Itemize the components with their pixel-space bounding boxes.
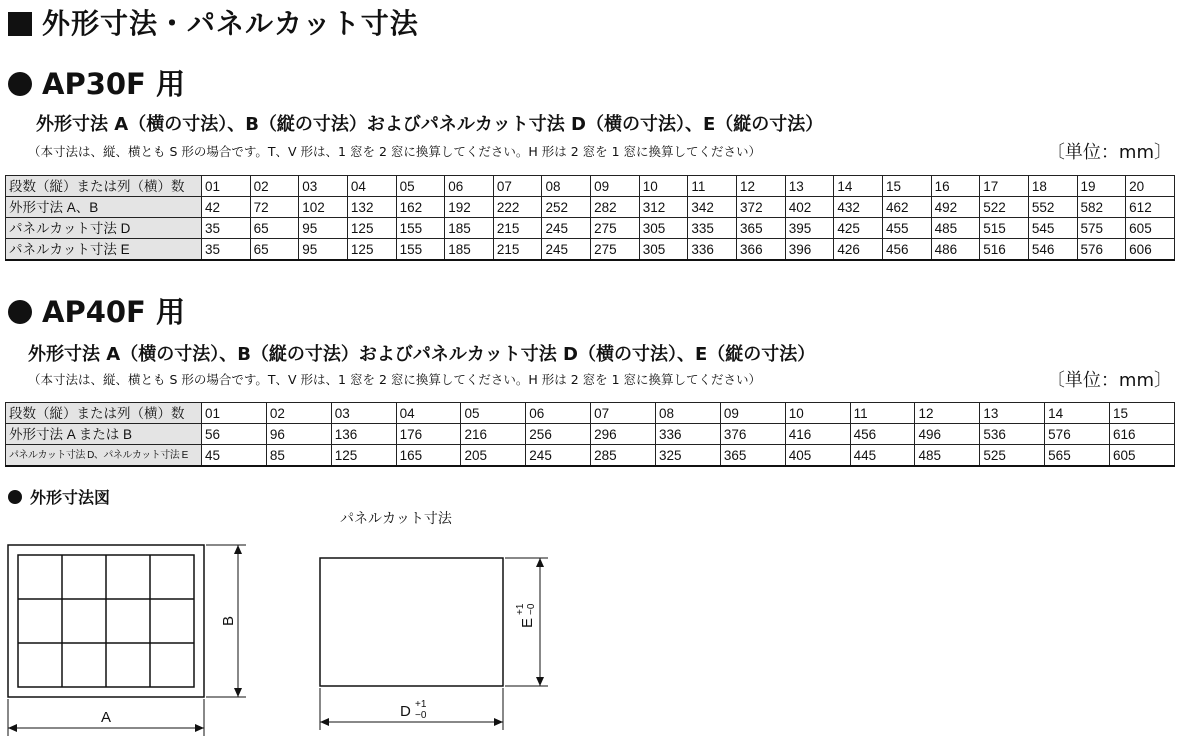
table-row [6, 445, 1175, 467]
table-cell: 245 [542, 239, 591, 261]
label-d: D [400, 703, 411, 720]
table-cell: 376 [720, 424, 785, 445]
table-row [6, 403, 1175, 424]
table-cell: 15 [882, 176, 931, 197]
table-cell: 04 [396, 403, 461, 424]
table-cell: 35 [202, 218, 251, 239]
table-cell: 56 [202, 424, 267, 445]
table-cell: 20 [1126, 176, 1175, 197]
table-cell: 07 [591, 403, 656, 424]
table-cell: 185 [445, 218, 494, 239]
table-cell: 65 [250, 239, 299, 261]
table-cell: 335 [688, 218, 737, 239]
table-row [6, 218, 1175, 239]
table-cell: 192 [445, 197, 494, 218]
table-cell: 486 [931, 239, 980, 261]
panel-cut-caption: パネルカット寸法 [340, 511, 452, 527]
table-cell: 456 [850, 424, 915, 445]
table-cell: 365 [720, 445, 785, 467]
table-cell: 18 [1028, 176, 1077, 197]
table-cell: 515 [980, 218, 1029, 239]
table-cell: 06 [445, 176, 494, 197]
table-cell: 462 [882, 197, 931, 218]
table-cell: 296 [591, 424, 656, 445]
table-cell: 576 [1077, 239, 1126, 261]
table-cell: 09 [591, 176, 640, 197]
ap30-table [5, 175, 1175, 261]
table-cell: 575 [1077, 218, 1126, 239]
table-cell: 245 [542, 218, 591, 239]
table-cell: 396 [785, 239, 834, 261]
table-cell: 485 [931, 218, 980, 239]
table-cell: 492 [931, 197, 980, 218]
table-cell: 612 [1126, 197, 1175, 218]
table-cell: 372 [737, 197, 786, 218]
table-cell: 125 [347, 218, 396, 239]
table-cell: 08 [542, 176, 591, 197]
table-cell: 205 [461, 445, 526, 467]
table-cell: 35 [202, 239, 251, 261]
table-cell: 522 [980, 197, 1029, 218]
table-cell: 102 [299, 197, 348, 218]
arrow-right-icon [494, 718, 503, 726]
arrow-right-icon [195, 724, 204, 732]
panel-cut-outline [320, 558, 503, 686]
table-cell: 05 [461, 403, 526, 424]
arrow-up-icon [536, 558, 544, 567]
table-cell: 305 [639, 218, 688, 239]
ap30-note: （本寸法は、縦、横とも S 形の場合です。T、V 形は、1 窓を 2 窓に換算してください。H 形は 2 窓を 1 窓に換算してください） [28, 144, 762, 159]
row-label: パネルカット寸法 D、パネルカット寸法 E [6, 445, 202, 467]
ap40-heading: AP40F 用 [8, 290, 185, 331]
table-cell: 11 [688, 176, 737, 197]
table-cell: 496 [915, 424, 980, 445]
table-cell: 65 [250, 218, 299, 239]
table-cell: 95 [299, 218, 348, 239]
table-cell: 162 [396, 197, 445, 218]
dimension-drawing [0, 530, 600, 740]
ap40-note: （本寸法は、縦、横とも S 形の場合です。T、V 形は、1 窓を 2 窓に換算してください。H 形は 2 窓を 1 窓に換算してください） [28, 372, 762, 387]
arrow-up-icon [234, 545, 242, 554]
table-cell: 11 [850, 403, 915, 424]
table-cell: 72 [250, 197, 299, 218]
arrow-down-icon [536, 677, 544, 686]
table-cell: 185 [445, 239, 494, 261]
tolerance-minus: −0 [415, 710, 427, 721]
ap30-heading: AP30F 用 [8, 62, 185, 103]
table-cell: 366 [737, 239, 786, 261]
table-cell: 282 [591, 197, 640, 218]
table-cell: 96 [266, 424, 331, 445]
table-cell: 516 [980, 239, 1029, 261]
table-cell: 10 [639, 176, 688, 197]
table-cell: 45 [202, 445, 267, 467]
bullet-icon [8, 300, 32, 324]
bullet-icon [8, 72, 32, 96]
square-bullet-icon [8, 12, 32, 36]
table-cell: 06 [526, 403, 591, 424]
row-label: 段数（縦）または列（横）数 [6, 403, 202, 424]
table-cell: 16 [931, 176, 980, 197]
table-cell: 155 [396, 218, 445, 239]
table-cell: 215 [493, 239, 542, 261]
tolerance-plus: +1 [415, 699, 427, 710]
table-cell: 132 [347, 197, 396, 218]
label-b: B [220, 615, 237, 627]
table-cell: 05 [396, 176, 445, 197]
ap30-unit: 〔単位：mm〕 [1046, 142, 1172, 163]
row-label: 外形寸法 A、B [6, 197, 202, 218]
table-cell: 07 [493, 176, 542, 197]
table-cell: 275 [591, 239, 640, 261]
table-cell: 342 [688, 197, 737, 218]
row-label: パネルカット寸法 E [6, 239, 202, 261]
arrow-left-icon [320, 718, 329, 726]
table-cell: 305 [639, 239, 688, 261]
table-cell: 155 [396, 239, 445, 261]
tolerance-plus: +1 [515, 603, 526, 615]
arrow-left-icon [8, 724, 17, 732]
table-cell: 125 [347, 239, 396, 261]
label-e: E [519, 617, 536, 628]
table-cell: 395 [785, 218, 834, 239]
table-cell: 13 [785, 176, 834, 197]
table-cell: 426 [834, 239, 883, 261]
table-cell: 336 [656, 424, 721, 445]
table-cell: 605 [1110, 445, 1175, 467]
table-row [6, 176, 1175, 197]
table-cell: 14 [1045, 403, 1110, 424]
table-cell: 125 [331, 445, 396, 467]
table-cell: 336 [688, 239, 737, 261]
page-title: 外形寸法・パネルカット寸法 [8, 2, 419, 42]
table-cell: 176 [396, 424, 461, 445]
table-cell: 95 [299, 239, 348, 261]
table-cell: 165 [396, 445, 461, 467]
table-cell: 215 [493, 218, 542, 239]
table-cell: 325 [656, 445, 721, 467]
table-cell: 616 [1110, 424, 1175, 445]
table-cell: 275 [591, 218, 640, 239]
table-cell: 536 [980, 424, 1045, 445]
table-cell: 405 [785, 445, 850, 467]
table-cell: 136 [331, 424, 396, 445]
bullet-icon [8, 490, 22, 504]
table-cell: 02 [250, 176, 299, 197]
table-cell: 42 [202, 197, 251, 218]
table-cell: 402 [785, 197, 834, 218]
table-cell: 12 [915, 403, 980, 424]
table-cell: 01 [202, 176, 251, 197]
table-cell: 582 [1077, 197, 1126, 218]
table-cell: 425 [834, 218, 883, 239]
table-cell: 19 [1077, 176, 1126, 197]
table-cell: 09 [720, 403, 785, 424]
table-cell: 312 [639, 197, 688, 218]
table-cell: 552 [1028, 197, 1077, 218]
tolerance-minus: −0 [526, 603, 537, 615]
table-cell: 576 [1045, 424, 1110, 445]
table-cell: 15 [1110, 403, 1175, 424]
row-label: 外形寸法 A または B [6, 424, 202, 445]
table-cell: 13 [980, 403, 1045, 424]
table-cell: 01 [202, 403, 267, 424]
table-cell: 03 [299, 176, 348, 197]
table-cell: 14 [834, 176, 883, 197]
table-cell: 606 [1126, 239, 1175, 261]
table-cell: 432 [834, 197, 883, 218]
table-cell: 10 [785, 403, 850, 424]
arrow-down-icon [234, 688, 242, 697]
table-cell: 525 [980, 445, 1045, 467]
ap40-unit: 〔単位：mm〕 [1046, 370, 1172, 391]
table-cell: 216 [461, 424, 526, 445]
table-cell: 85 [266, 445, 331, 467]
table-cell: 252 [542, 197, 591, 218]
table-row [6, 424, 1175, 445]
table-row [6, 197, 1175, 218]
table-cell: 485 [915, 445, 980, 467]
table-row [6, 239, 1175, 261]
table-cell: 04 [347, 176, 396, 197]
table-cell: 605 [1126, 218, 1175, 239]
table-cell: 365 [737, 218, 786, 239]
table-cell: 03 [331, 403, 396, 424]
table-cell: 445 [850, 445, 915, 467]
table-cell: 256 [526, 424, 591, 445]
table-cell: 17 [980, 176, 1029, 197]
row-label: 段数（縦）または列（横）数 [6, 176, 202, 197]
table-cell: 546 [1028, 239, 1077, 261]
table-cell: 285 [591, 445, 656, 467]
table-cell: 245 [526, 445, 591, 467]
label-a: A [100, 709, 112, 726]
table-cell: 456 [882, 239, 931, 261]
table-cell: 08 [656, 403, 721, 424]
table-cell: 02 [266, 403, 331, 424]
figure-heading: 外形寸法図 [8, 485, 110, 508]
table-cell: 222 [493, 197, 542, 218]
table-cell: 545 [1028, 218, 1077, 239]
table-cell: 12 [737, 176, 786, 197]
ap40-table [5, 402, 1175, 467]
ap40-subheading: 外形寸法 A（横の寸法）、B（縦の寸法）およびパネルカット寸法 D（横の寸法）、E（縦の寸法） [28, 344, 816, 365]
table-cell: 416 [785, 424, 850, 445]
table-cell: 565 [1045, 445, 1110, 467]
row-label: パネルカット寸法 D [6, 218, 202, 239]
table-cell: 455 [882, 218, 931, 239]
ap30-subheading: 外形寸法 A（横の寸法）、B（縦の寸法）およびパネルカット寸法 D（横の寸法）、E（縦の寸法） [36, 114, 824, 135]
